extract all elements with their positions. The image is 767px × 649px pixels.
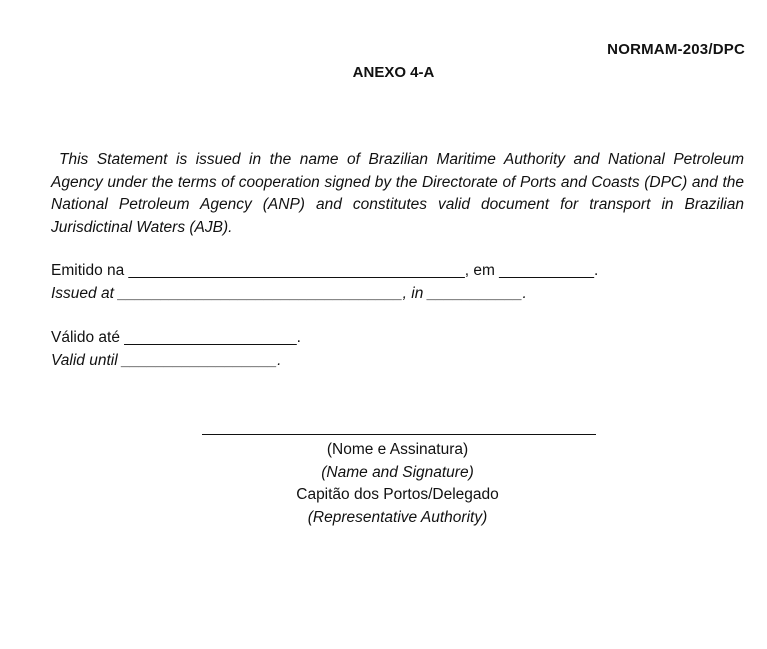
emitido-line: Emitido na _______________________________________, em ___________. [51, 262, 599, 279]
valido-ate-line: Válido até ____________________. [51, 329, 301, 346]
signature-label-pt: (Nome e Assinatura) [326, 441, 469, 458]
statement-paragraph: This Statement is issued in the name of Brazilian Maritime Authority and National Petroleum Agency under the terms of cooperation signed by the Directorate of Ports and Coasts (DPC) and the National Petroleum Agency (ANP) and constitutes valid document for transport in Brazilian Jurisdictinal Waters (AJB). [51, 151, 744, 236]
signature-rule [202, 434, 596, 435]
issued-at-line: Issued at _________________________________, in ___________. [51, 285, 527, 302]
document-code: NORMAM-203/DPC [607, 41, 745, 58]
valid-until-line: Valid until __________________. [51, 352, 282, 369]
signature-label-en: (Name and Signature) [321, 464, 474, 481]
authority-label-en: (Representative Authority) [307, 509, 488, 526]
annex-title: ANEXO 4-A [352, 64, 435, 81]
authority-label-pt: Capitão dos Portos/Delegado [296, 486, 499, 503]
